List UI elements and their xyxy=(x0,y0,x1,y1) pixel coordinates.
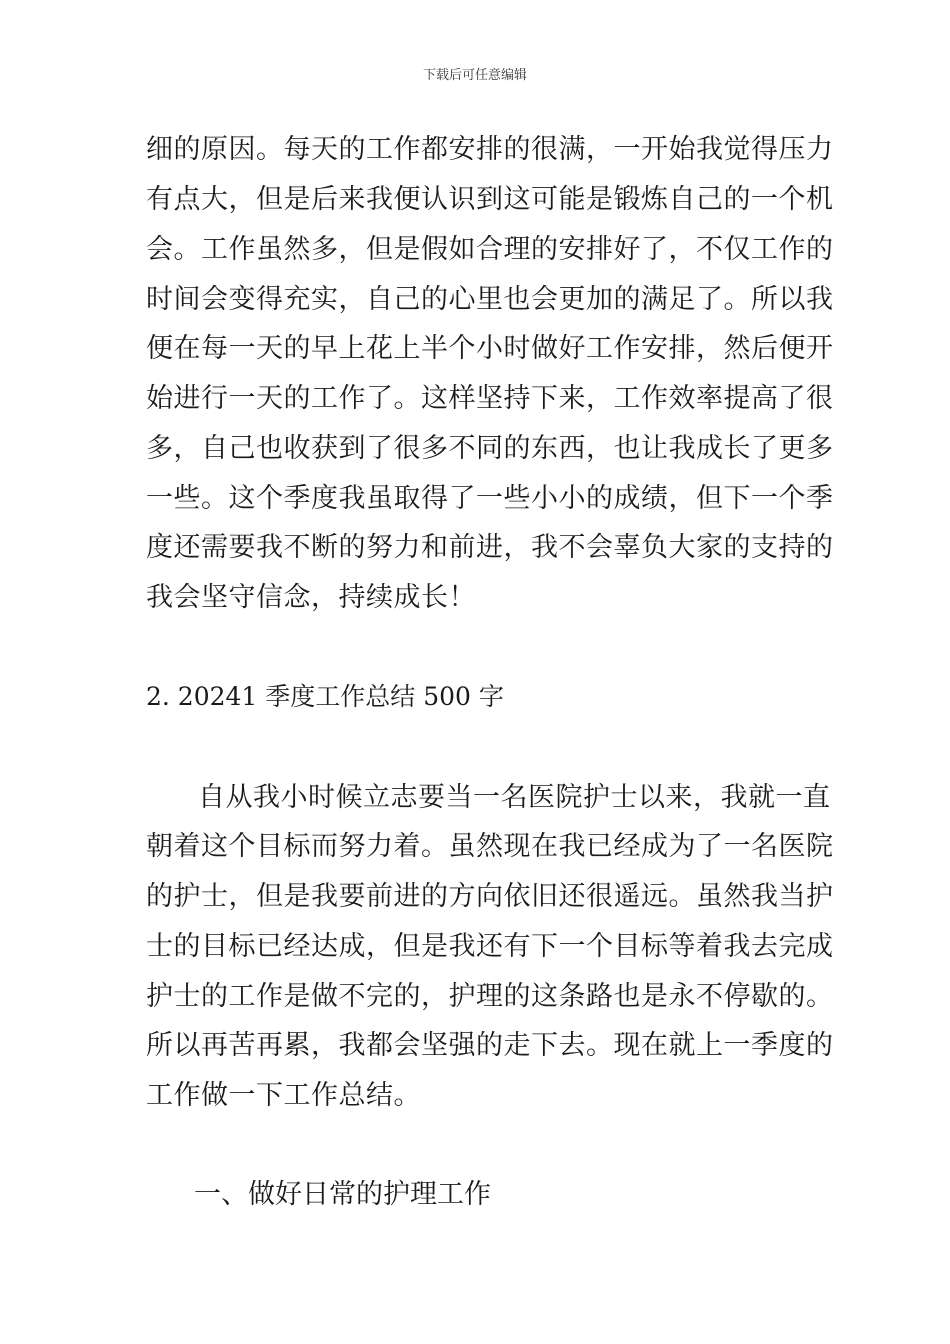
paragraph-line: 会。工作虽然多，但是假如合理的安排好了，不仅工作的 xyxy=(146,234,834,265)
paragraph-line: 一些。这个季度我虽取得了一些小小的成绩，但下一个季 xyxy=(146,483,834,514)
subsection-heading-1: 一、做好日常的护理工作 xyxy=(194,1179,491,1210)
paragraph-line: 多，自己也收获到了很多不同的东西，也让我成长了更多 xyxy=(146,433,834,464)
paragraph-line: 护士的工作是做不完的，护理的这条路也是永不停歇的。 xyxy=(146,981,834,1012)
section-heading-2: 2. 20241 季度工作总结 500 字 xyxy=(146,682,504,711)
paragraph-line: 有点大，但是后来我便认识到这可能是锻炼自己的一个机 xyxy=(146,184,834,215)
paragraph-line: 细的原因。每天的工作都安排的很满，一开始我觉得压力 xyxy=(146,134,834,165)
paragraph-line: 朝着这个目标而努力着。虽然现在我已经成为了一名医院 xyxy=(146,831,834,862)
paragraph-line: 士的目标已经达成，但是我还有下一个目标等着我去完成 xyxy=(146,931,834,962)
paragraph-line: 所以再苦再累，我都会坚强的走下去。现在就上一季度的 xyxy=(146,1030,834,1061)
paragraph-line: 时间会变得充实，自己的心里也会更加的满足了。所以我 xyxy=(146,284,834,315)
paragraph-line: 我会坚守信念，持续成长！ xyxy=(146,582,476,613)
paragraph-line: 的护士，但是我要前进的方向依旧还很遥远。虽然我当护 xyxy=(146,881,834,912)
paragraph-line: 自从我小时候立志要当一名医院护士以来，我就一直 xyxy=(198,782,831,813)
page-header-note: 下载后可任意编辑 xyxy=(422,68,527,83)
paragraph-line: 始进行一天的工作了。这样坚持下来，工作效率提高了很 xyxy=(146,383,834,414)
paragraph-line: 度还需要我不断的努力和前进，我不会辜负大家的支持的 xyxy=(146,532,834,563)
paragraph-line: 便在每一天的早上花上半个小时做好工作安排，然后便开 xyxy=(146,333,834,364)
paragraph-line: 工作做一下工作总结。 xyxy=(146,1080,421,1111)
